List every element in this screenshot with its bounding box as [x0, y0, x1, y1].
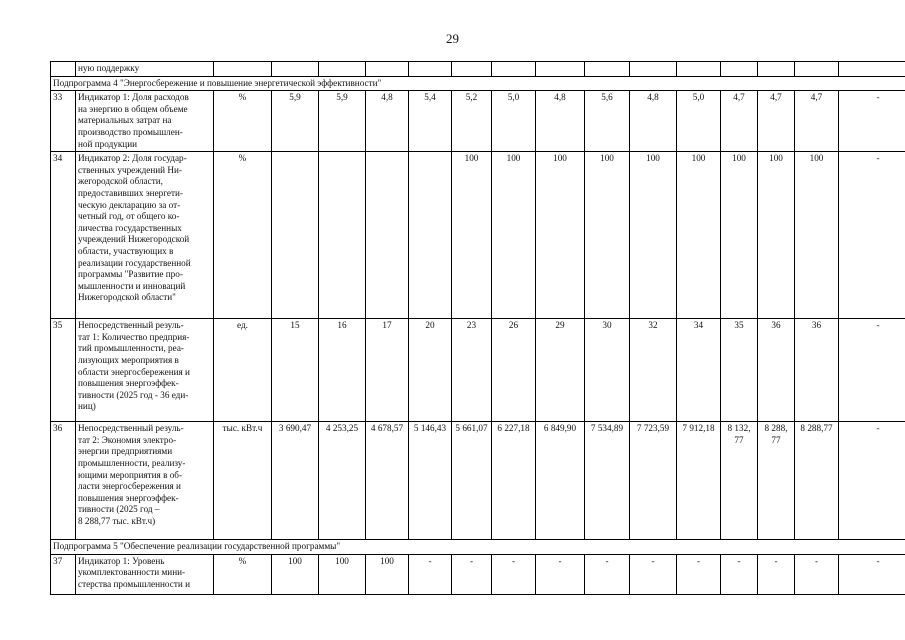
indicator-name-line: жегородской области,	[78, 176, 163, 187]
indicator-name-cell	[76, 554, 214, 594]
indicator-name-line: ной продукции	[78, 138, 138, 149]
value-cell: -	[630, 554, 677, 594]
value-cell: 7 723,59	[630, 422, 677, 540]
value-cell: 5,4	[409, 91, 452, 152]
value-cell: 100	[492, 152, 536, 319]
row-number-cell: 35	[51, 319, 76, 422]
value-cell	[272, 152, 319, 319]
value-cell	[677, 62, 721, 77]
value-cell: 4 678,57	[366, 422, 409, 540]
value-cell: 7 912,18	[677, 422, 721, 540]
indicator-name-line: ственных учреждений Ни-	[78, 164, 182, 175]
row-number-cell: 34	[51, 152, 76, 319]
value-cell: 15	[272, 319, 319, 422]
indicator-name-line: укомплектованности мини-	[78, 567, 186, 578]
last-column-cell: -	[839, 319, 905, 422]
value-cell: 26	[492, 319, 536, 422]
indicator-name-line: Непосредственный резуль-	[78, 423, 184, 434]
indicator-name-line: лизующих мероприятия в	[78, 354, 179, 365]
row-number-cell: 37	[51, 554, 76, 594]
table-row	[51, 152, 905, 319]
indicator-name-line: материальных затрат на	[78, 115, 172, 126]
indicator-name-line: мышленности и инноваций	[78, 280, 186, 291]
value-cell: -	[585, 554, 630, 594]
value-cell: 5,9	[272, 91, 319, 152]
value-cell	[272, 62, 319, 77]
value-cell: 100	[272, 554, 319, 594]
indicator-name-line: Нижегородской области"	[78, 292, 176, 303]
unit-cell: ед.	[214, 319, 272, 422]
value-cell: 4,8	[366, 91, 409, 152]
value-cell: -	[536, 554, 585, 594]
indicator-name-cell	[76, 319, 214, 422]
indicator-name-line: стерства промышленности и	[78, 578, 190, 589]
value-cell: 5 146,43	[409, 422, 452, 540]
indicator-name-line: Непосредственный резуль-	[78, 320, 184, 331]
indicator-name-line: 8 288,77 тыс. кВт.ч)	[78, 515, 156, 526]
value-cell	[536, 62, 585, 77]
value-cell: 100	[630, 152, 677, 319]
unit-cell: тыс. кВт.ч	[214, 422, 272, 540]
value-cell: 36	[795, 319, 839, 422]
value-cell	[214, 62, 272, 77]
value-cell: -	[452, 554, 492, 594]
table-row	[51, 62, 905, 77]
value-cell: 100	[795, 152, 839, 319]
value-cell: 4 253,25	[319, 422, 366, 540]
value-cell: 4,7	[758, 91, 795, 152]
indicator-name-line: промышленности, реализу-	[78, 457, 186, 468]
value-cell	[319, 62, 366, 77]
unit-cell: %	[214, 152, 272, 319]
indicator-name-line: Индикатор 1: Доля расходов	[78, 92, 189, 103]
row-number-cell	[51, 62, 76, 77]
row-number-cell: 36	[51, 422, 76, 540]
value-cell	[795, 62, 839, 77]
value-cell: 100	[721, 152, 758, 319]
indicator-name-line: Индикатор 2: Доля государ-	[78, 153, 187, 164]
value-cell: 17	[366, 319, 409, 422]
subprogram-5-title	[51, 540, 905, 555]
indicators-table	[50, 61, 905, 595]
value-cell: -	[795, 554, 839, 594]
value-cell	[409, 62, 452, 77]
value-cell: 36	[758, 319, 795, 422]
indicator-name-line: ласти энергосбережения и	[78, 481, 181, 492]
value-cell: 3 690,47	[272, 422, 319, 540]
value-cell: 8 288, 77	[758, 422, 795, 540]
indicator-name-line: тат 2: Экономия электро-	[78, 434, 177, 445]
value-cell: 20	[409, 319, 452, 422]
indicator-name-line: учреждений Нижегородской	[78, 234, 190, 245]
table-row	[51, 91, 905, 152]
value-cell: 6 849,90	[536, 422, 585, 540]
value-cell	[366, 152, 409, 319]
value-cell: 7 534,89	[585, 422, 630, 540]
indicator-name-line: программы "Развитие про-	[78, 269, 183, 280]
table-row	[51, 554, 905, 594]
value-cell: 5,0	[677, 91, 721, 152]
indicator-name-line: ющими мероприятия в об-	[78, 469, 183, 480]
indicator-name-line: производство промышлен-	[78, 126, 183, 137]
indicator-name-line: повышения энергоэффек-	[78, 378, 179, 389]
value-cell: 4,8	[536, 91, 585, 152]
indicator-name-line: энергии предприятиями	[78, 446, 173, 457]
indicator-name-line: реализации государственной	[78, 257, 191, 268]
value-cell: 34	[677, 319, 721, 422]
page-number: 29	[446, 31, 459, 46]
value-cell: 100	[677, 152, 721, 319]
value-cell: -	[721, 554, 758, 594]
indicator-name-line: тивности (2025 год –	[78, 504, 160, 515]
value-cell: 30	[585, 319, 630, 422]
table-row	[51, 319, 905, 422]
value-cell: 4,8	[630, 91, 677, 152]
indicator-name-cell: ную поддержку	[76, 62, 214, 77]
value-cell	[319, 152, 366, 319]
value-cell: 5,9	[319, 91, 366, 152]
value-cell: 5 661,07	[452, 422, 492, 540]
subprogram-title: Подпрограмма 5 "Обеспечение реализации государственной программы"	[51, 540, 905, 555]
value-cell: 8 132, 77	[721, 422, 758, 540]
value-cell: 29	[536, 319, 585, 422]
unit-cell: %	[214, 554, 272, 594]
value-cell: 5,6	[585, 91, 630, 152]
value-cell: 100	[536, 152, 585, 319]
indicator-name-line: повышения энергоэффек-	[78, 492, 179, 503]
value-cell	[630, 62, 677, 77]
table-row	[51, 422, 905, 540]
row-number-cell: 33	[51, 91, 76, 152]
indicator-name-line: ниц)	[78, 401, 96, 412]
indicator-name-cell	[76, 152, 214, 319]
last-column-cell: -	[839, 152, 905, 319]
indicator-name-cell	[76, 422, 214, 540]
value-cell: -	[758, 554, 795, 594]
indicator-name-cell	[76, 91, 214, 152]
value-cell: 100	[319, 554, 366, 594]
value-cell: 4,7	[721, 91, 758, 152]
value-cell	[366, 62, 409, 77]
value-cell: 35	[721, 319, 758, 422]
last-column-cell: -	[839, 554, 905, 594]
value-cell: 5,2	[452, 91, 492, 152]
subprogram-title: Подпрограмма 4 "Энергосбережение и повышение энергетической эффективности"	[51, 76, 905, 91]
indicator-name-line: тивности (2025 год - 36 еди-	[78, 389, 189, 400]
value-cell: 5,0	[492, 91, 536, 152]
unit-cell: %	[214, 91, 272, 152]
value-cell	[721, 62, 758, 77]
value-cell	[452, 62, 492, 77]
indicator-name-line: тат 1: Количество предприя-	[78, 331, 190, 342]
value-cell: 100	[585, 152, 630, 319]
indicator-name-line: личества государственных	[78, 222, 182, 233]
value-cell: 8 288,77	[795, 422, 839, 540]
value-cell: 100	[452, 152, 492, 319]
indicator-name-line: предоставивших энергети-	[78, 187, 183, 198]
value-cell: 6 227,18	[492, 422, 536, 540]
indicator-name-line: Индикатор 1: Уровень	[78, 555, 165, 566]
indicator-name-line: четный год, от общего ко-	[78, 211, 180, 222]
value-cell	[409, 152, 452, 319]
value-cell: 23	[452, 319, 492, 422]
subprogram-4-title	[51, 76, 905, 91]
value-cell: -	[677, 554, 721, 594]
value-cell	[585, 62, 630, 77]
value-cell: 32	[630, 319, 677, 422]
value-cell: 100	[366, 554, 409, 594]
value-cell: 16	[319, 319, 366, 422]
indicator-name-line: области энергосбережения и	[78, 366, 190, 377]
value-cell: -	[409, 554, 452, 594]
indicator-name-line: на энергию в общем объеме	[78, 103, 188, 114]
value-cell	[758, 62, 795, 77]
last-column-cell: -	[839, 422, 905, 540]
indicator-name-line: ческую декларацию за от-	[78, 199, 181, 210]
value-cell	[492, 62, 536, 77]
value-cell: 100	[758, 152, 795, 319]
last-column-cell: -	[839, 91, 905, 152]
value-cell: -	[492, 554, 536, 594]
indicator-name-line: области, участвующих в	[78, 245, 174, 256]
indicator-name-line: тий промышленности, реа-	[78, 343, 184, 354]
value-cell	[839, 62, 905, 77]
value-cell: 4,7	[795, 91, 839, 152]
